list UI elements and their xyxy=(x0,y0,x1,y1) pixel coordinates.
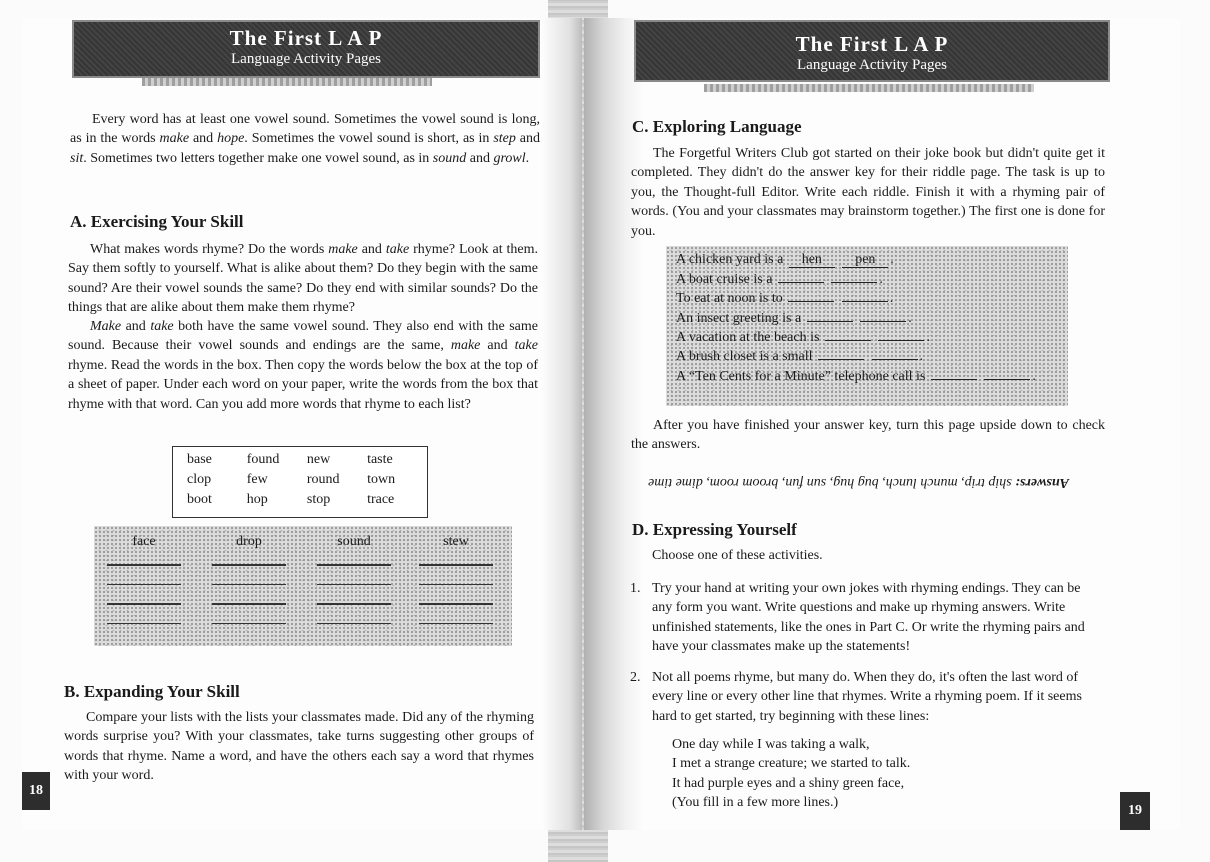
write-line xyxy=(317,564,391,566)
section-a-heading: A. Exercising Your Skill xyxy=(70,212,244,231)
word-cell: found xyxy=(246,452,280,467)
answer-blank[interactable] xyxy=(818,359,864,360)
riddle-panel xyxy=(666,246,1068,406)
item-text: Try your hand at writing your own jokes with rhyming endings. They can be any form you want. Write questions and make up rhyming answers. Write unfinished statements, like the ones in Part C. Or write the rhyming pairs and have your classmates make up the statements! xyxy=(652,581,1085,655)
answer-blank[interactable] xyxy=(778,282,824,283)
page-header-banner xyxy=(72,20,540,78)
intro-paragraph: Every word has at least one vowel sound. Sometimes the vowel sound is long, as in the words make and hope. Sometimes the vowel sound is short, as in step and sit. Sometimes two letters together make one vowel sound, as in sound and growl. xyxy=(70,112,540,166)
riddle-line: An insect greeting is a . xyxy=(676,311,912,326)
page-header-banner xyxy=(634,20,1110,82)
answers-text: ship trip, munch lunch, bug hug, sun fun, broom room, dime time xyxy=(648,475,1016,490)
word-cell: taste xyxy=(367,452,393,467)
write-line xyxy=(212,564,286,566)
write-line xyxy=(107,603,181,605)
riddle-line: A “Ten Cents for a Minute” telephone call is . xyxy=(676,369,1036,384)
page-number-18: 18 xyxy=(22,772,50,810)
section-b-heading: B. Expanding Your Skill xyxy=(64,682,240,701)
header-subtitle: Language Activity Pages xyxy=(231,51,381,67)
after-key-paragraph: After you have finished your answer key, turn this page upside down to check the answers. xyxy=(631,418,1105,453)
riddle-line: To eat at noon is to . xyxy=(676,291,894,306)
banner-shadow xyxy=(142,78,432,86)
write-line xyxy=(107,564,181,566)
column-heading: face xyxy=(132,534,156,549)
answer-blank[interactable] xyxy=(831,282,877,283)
word-cell: hop xyxy=(246,492,268,507)
activity-item-2 xyxy=(630,668,1104,726)
rhyme-word-box xyxy=(172,446,428,518)
write-line xyxy=(212,623,286,625)
section-c-heading: C. Exploring Language xyxy=(632,117,802,136)
activity-item-1 xyxy=(630,579,1104,657)
write-line xyxy=(107,584,181,586)
item-text: Not all poems rhyme, but many do. When they do, it's often the last word of every line or every other line that rhymes. Write a rhyming poem. If it seems hard to get started, try beginning with these lines: xyxy=(652,670,1082,724)
answer-blank[interactable]: pen xyxy=(842,253,888,268)
word-cell: round xyxy=(306,472,340,487)
word-cell: trace xyxy=(367,492,395,507)
answer-blank[interactable] xyxy=(807,321,853,322)
write-line xyxy=(419,603,493,605)
write-line xyxy=(419,623,493,625)
word-cell: town xyxy=(367,472,396,487)
item-number: 2. xyxy=(630,670,641,685)
poem-line: It had purple eyes and a shiny green face, xyxy=(672,775,905,791)
header-title: The First L A P xyxy=(795,32,949,56)
rhyme-columns-panel xyxy=(94,526,512,646)
section-b-paragraph: Compare your lists with the lists your classmates made. Did any of the rhyming words surprise you? With your classmates, take turns suggesting other groups of words that rhyme. Name a word, and have the others each say a word that rhymes with your word. xyxy=(64,710,534,784)
section-d-heading: D. Expressing Yourself xyxy=(632,520,797,539)
poem-line: One day while I was taking a walk, xyxy=(672,737,870,752)
riddle-line: A chicken yard is a hen pen . xyxy=(676,252,894,267)
write-line xyxy=(419,564,493,566)
poem-starter xyxy=(672,735,910,813)
word-cell: clop xyxy=(187,472,212,487)
rhyme-column-stew xyxy=(416,534,496,624)
answer-blank[interactable] xyxy=(872,359,918,360)
write-line xyxy=(317,603,391,605)
rhyme-column-face xyxy=(104,534,184,624)
word-cell: few xyxy=(246,472,268,487)
riddle-line: A brush closet is a small . xyxy=(676,349,923,364)
riddle-line: A vacation at the beach is . xyxy=(676,330,930,345)
answer-blank[interactable] xyxy=(842,301,888,302)
section-c-paragraph: The Forgetful Writers Club got started on their joke book but didn't quite get it completed. They didn't do the answer key for their riddle page. The task is up to you, the Thought-full Editor. Write each riddle. Finish it with a rhyming pair of words. (You and your classmates may brainstorm together.) The first one is done for you. xyxy=(631,146,1105,239)
header-subtitle: Language Activity Pages xyxy=(797,57,947,73)
left-page xyxy=(22,18,582,830)
page-number-19: 19 xyxy=(1120,792,1150,830)
column-heading: stew xyxy=(443,534,469,549)
word-box-table xyxy=(187,451,427,511)
column-heading: drop xyxy=(236,534,262,549)
word-cell: stop xyxy=(306,492,331,507)
banner-shadow xyxy=(704,84,1034,92)
section-d-intro: Choose one of these activities. xyxy=(652,548,823,563)
write-line xyxy=(317,584,391,586)
write-line xyxy=(317,623,391,625)
word-cell: new xyxy=(306,452,331,467)
answers-label: Answers: xyxy=(1015,475,1069,490)
column-heading: sound xyxy=(337,534,371,549)
write-line xyxy=(212,603,286,605)
rhyme-column-drop xyxy=(209,534,289,624)
answer-blank[interactable] xyxy=(878,340,924,341)
poem-line: I met a strange creature; we started to talk. xyxy=(672,756,911,772)
write-line xyxy=(107,623,181,625)
riddle-line: A boat cruise is a . xyxy=(676,272,883,287)
poem-line: (You fill in a few more lines.) xyxy=(672,795,839,811)
answer-blank[interactable]: hen xyxy=(789,253,835,268)
rhyme-column-sound xyxy=(314,534,394,624)
answer-blank[interactable] xyxy=(860,321,906,322)
answer-blank[interactable] xyxy=(984,379,1030,380)
item-number: 1. xyxy=(630,581,641,596)
write-line xyxy=(419,584,493,586)
right-page xyxy=(584,18,1180,830)
answer-blank[interactable] xyxy=(825,340,871,341)
header-title: The First L A P xyxy=(229,26,383,50)
upside-down-answers xyxy=(648,474,1069,490)
section-a-paragraph-1: What makes words rhyme? Do the words make and take rhyme? Look at them. Say them softly to yourself. What is alike about them? Do they begin with the same sound? Are their vowel sounds the same? Do they end with similar sounds? Do the things that are alike about them make them rhyme? xyxy=(68,242,539,316)
answer-blank[interactable] xyxy=(931,379,977,380)
answer-blank[interactable] xyxy=(788,301,834,302)
write-line xyxy=(212,584,286,586)
section-a-paragraph-2: Make and take both have the same vowel sound. They also end with the same sound. Because their vowel sounds and endings are the same, make and take rhyme. Read the words in the box. Then copy the words below the box at the top of a sheet of paper. Under each word on your paper, write the words from the box that rhyme with that word. Can you add more words that rhyme to each list? xyxy=(68,319,538,412)
word-cell: base xyxy=(187,452,212,467)
word-cell: boot xyxy=(187,492,212,507)
